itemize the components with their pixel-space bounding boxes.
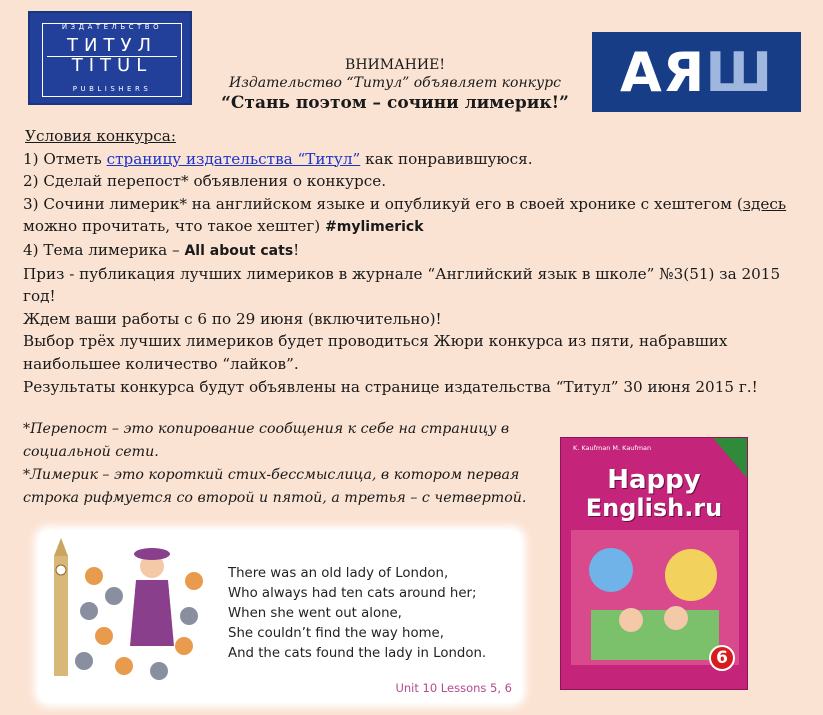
announcement-subtitle: Издательство “Титул” объявляет конкурс — [229, 75, 561, 91]
limerick-line: Who always had ten cats around her; — [228, 586, 477, 601]
lesson-reference: Unit 10 Lessons 5, 6 — [395, 681, 512, 695]
announcement-header — [205, 56, 585, 114]
footnotes — [23, 418, 533, 510]
titul-logo-top: ИЗДАТЕЛЬСТВО — [61, 23, 163, 31]
limerick-example-card — [38, 530, 522, 703]
prize-text: Приз - публикация лучших лимериков в журнале “Английский язык в школе” №3(51) за 2015 год! — [23, 264, 781, 306]
ayash-logo-text-sh: Ш — [705, 40, 774, 104]
old-lady-with-cats-illustration — [44, 536, 214, 686]
attention-label: ВНИМАНИЕ! — [345, 57, 445, 73]
contest-conditions — [23, 125, 803, 398]
limerick-line: When she went out alone, — [228, 606, 402, 621]
dates-text: Ждем ваши работы с 6 по 29 июня (включительно)! — [23, 309, 442, 328]
book-authors: K. Kaufman M. Kaufman — [573, 444, 652, 452]
limerick-line: And the cats found the lady in London. — [228, 646, 487, 661]
book-title-line-2: English.ru — [585, 494, 723, 522]
titul-page-link[interactable]: страницу издательства “Титул” — [106, 149, 361, 168]
jury-text: Выбор трёх лучших лимериков будет проводиться Жюри конкурса из пяти, набравших наибольшее количество “лайков”. — [23, 332, 728, 373]
book-title-line-1: Happy — [607, 465, 701, 495]
limerick-line: She couldn’t find the way home, — [228, 626, 444, 641]
happy-english-book-cover — [560, 437, 748, 690]
book-grade-badge: 6 — [709, 645, 735, 671]
note-limerick: *Лимерик – это короткий стих-бессмыслица, в котором первая строка рифмуется со второй и пятой, а третья – с четвертой. — [23, 467, 527, 506]
condition-item-2: 2) Сделай перепост* объявления о конкурсе. — [23, 172, 387, 191]
condition-item-3: 3) Сочини лимерик* на английском языке и опубликуй его в своей хронике с хештегом (здесь можно прочитать, что такое хештег) #mylimerick — [23, 194, 787, 236]
ayash-logo-text-a: АЯ — [619, 40, 706, 104]
hashtag-info-link[interactable]: здесь — [742, 194, 787, 213]
ayash-logo — [592, 32, 801, 112]
book-cover-illustration — [571, 530, 739, 665]
note-repost: *Перепост – это копирование сообщения к себе на страницу в социальной сети. — [23, 421, 510, 460]
hashtag: #mylimerick — [325, 219, 424, 236]
limerick-theme: All about cats — [184, 242, 294, 259]
condition-item-1: 1) Отметь страницу издательства “Титул” как понравившуюся. — [23, 149, 533, 168]
results-text: Результаты конкурса будут объявлены на странице издательства “Титул” 30 июня 2015 г.! — [23, 377, 758, 396]
limerick-text — [228, 564, 486, 664]
contest-title: “Стань поэтом – сочини лимерик!” — [221, 93, 569, 113]
titul-logo-word-ru: ТИТУЛ — [67, 35, 157, 56]
titul-logo-word-en: TITUL — [71, 55, 153, 76]
limerick-line: There was an old lady of London, — [228, 566, 449, 581]
conditions-heading: Условия конкурса: — [25, 127, 176, 145]
condition-item-4: 4) Тема лимерика – All about cats! — [23, 240, 300, 259]
titul-logo-bottom: PUBLISHERS — [72, 85, 152, 93]
titul-logo — [28, 11, 192, 105]
